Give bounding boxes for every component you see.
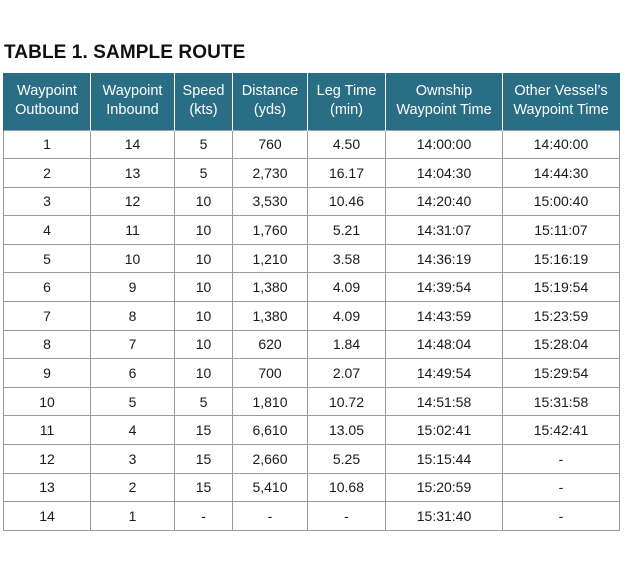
table-cell: 15: [175, 473, 233, 502]
table-cell: 15:28:04: [503, 330, 620, 359]
table-cell: 1,380: [233, 273, 308, 302]
table-cell: 13: [91, 159, 175, 188]
column-header-ownship-waypoint-time: [386, 73, 503, 130]
table-cell: 14:04:30: [386, 159, 503, 188]
table-cell: 10: [175, 359, 233, 388]
column-header-other-vessel-waypoint-time: [503, 73, 620, 130]
table-cell: 10: [91, 244, 175, 273]
table-cell: 10: [175, 244, 233, 273]
header-line: Waypoint Time: [396, 102, 492, 119]
table-cell: 7: [91, 330, 175, 359]
table-cell: 12: [91, 187, 175, 216]
header-line: Waypoint: [102, 83, 163, 100]
table-cell: 700: [233, 359, 308, 388]
table-cell: 8: [91, 302, 175, 331]
table-cell: 4: [4, 216, 91, 245]
table-cell: 14:40:00: [503, 130, 620, 159]
table-cell: 5.25: [308, 445, 386, 474]
table-cell: 11: [4, 416, 91, 445]
table-row: [4, 187, 620, 216]
table-cell: 15:29:54: [503, 359, 620, 388]
table-cell: 14:43:59: [386, 302, 503, 331]
table-cell: 1: [4, 130, 91, 159]
column-header-waypoint-inbound: [91, 73, 175, 130]
table-cell: 12: [4, 445, 91, 474]
table-cell: -: [503, 445, 620, 474]
table-cell: 15:42:41: [503, 416, 620, 445]
table-cell: 15:11:07: [503, 216, 620, 245]
table-cell: 9: [4, 359, 91, 388]
table-cell: 3.58: [308, 244, 386, 273]
table-cell: 1.84: [308, 330, 386, 359]
header-line: Leg Time: [316, 83, 377, 100]
table-cell: 14: [91, 130, 175, 159]
table-cell: 7: [4, 302, 91, 331]
header-line: Outbound: [15, 102, 79, 119]
table-cell: 15:20:59: [386, 473, 503, 502]
table-cell: 1,210: [233, 244, 308, 273]
table-cell: 760: [233, 130, 308, 159]
header-line: Ownship: [415, 83, 473, 100]
table-header: [4, 73, 620, 130]
table-cell: 15:15:44: [386, 445, 503, 474]
table-cell: 1,810: [233, 387, 308, 416]
table-cell: 6: [4, 273, 91, 302]
header-line: Inbound: [106, 102, 159, 119]
table-cell: 10: [175, 302, 233, 331]
header-line: (kts): [189, 102, 218, 119]
table-cell: 10: [4, 387, 91, 416]
table-cell: 4.09: [308, 302, 386, 331]
table-row: [4, 502, 620, 531]
table-cell: 6: [91, 359, 175, 388]
table-cell: 3: [91, 445, 175, 474]
table-cell: 14:31:07: [386, 216, 503, 245]
table-cell: 620: [233, 330, 308, 359]
table-cell: 10.68: [308, 473, 386, 502]
table-cell: 15:23:59: [503, 302, 620, 331]
header-line: Other Vessel’s: [514, 83, 608, 100]
table-cell: 2,730: [233, 159, 308, 188]
table-cell: 11: [91, 216, 175, 245]
table-cell: 14:49:54: [386, 359, 503, 388]
table-cell: 15:02:41: [386, 416, 503, 445]
column-header-leg-time: [308, 73, 386, 130]
table-cell: 8: [4, 330, 91, 359]
table-cell: 15:16:19: [503, 244, 620, 273]
table-cell: 14:48:04: [386, 330, 503, 359]
table-cell: 6,610: [233, 416, 308, 445]
table-cell: 1: [91, 502, 175, 531]
table-cell: 4.09: [308, 273, 386, 302]
table-cell: 5,410: [233, 473, 308, 502]
table-cell: 2: [4, 159, 91, 188]
table-row: [4, 473, 620, 502]
table-cell: 10: [175, 187, 233, 216]
table-cell: 13: [4, 473, 91, 502]
table-cell: 4.50: [308, 130, 386, 159]
column-header-waypoint-outbound: [4, 73, 91, 130]
table-cell: -: [233, 502, 308, 531]
table-cell: 9: [91, 273, 175, 302]
table-cell: 2,660: [233, 445, 308, 474]
header-line: Speed: [182, 83, 225, 100]
table-cell: 5: [175, 130, 233, 159]
table-row: [4, 387, 620, 416]
table-title: TABLE 1. SAMPLE ROUTE: [4, 42, 246, 63]
table-cell: 1,380: [233, 302, 308, 331]
table-cell: 1,760: [233, 216, 308, 245]
table-cell: -: [503, 473, 620, 502]
table-row: [4, 159, 620, 188]
header-row: [4, 73, 620, 130]
table-cell: 4: [91, 416, 175, 445]
table-cell: 3,530: [233, 187, 308, 216]
table-row: [4, 273, 620, 302]
table-cell: 15:31:58: [503, 387, 620, 416]
table-cell: 14:51:58: [386, 387, 503, 416]
table-cell: 10.46: [308, 187, 386, 216]
table-cell: 5: [175, 387, 233, 416]
header-line: Waypoint: [17, 83, 77, 100]
header-line: (min): [329, 102, 364, 119]
table-cell: 15: [175, 416, 233, 445]
table-cell: 16.17: [308, 159, 386, 188]
table-body: [4, 130, 620, 530]
table-row: [4, 244, 620, 273]
sample-route-table: [3, 73, 620, 531]
table-row: [4, 330, 620, 359]
table-cell: 3: [4, 187, 91, 216]
table-cell: -: [308, 502, 386, 531]
table-cell: 14:20:40: [386, 187, 503, 216]
table-cell: 15:19:54: [503, 273, 620, 302]
table-cell: 14:36:19: [386, 244, 503, 273]
header-line: Waypoint Time: [513, 102, 609, 119]
table-cell: 15: [175, 445, 233, 474]
column-header-distance: [233, 73, 308, 130]
table-cell: 2: [91, 473, 175, 502]
table-row: [4, 445, 620, 474]
table-cell: -: [503, 502, 620, 531]
header-line: Distance: [241, 83, 299, 100]
table-cell: 5: [4, 244, 91, 273]
column-header-speed: [175, 73, 233, 130]
table-row: [4, 130, 620, 159]
table-cell: 5.21: [308, 216, 386, 245]
table-cell: -: [175, 502, 233, 531]
table-cell: 14:44:30: [503, 159, 620, 188]
table-cell: 10.72: [308, 387, 386, 416]
table-cell: 5: [175, 159, 233, 188]
table-cell: 13.05: [308, 416, 386, 445]
table-cell: 15:00:40: [503, 187, 620, 216]
table-row: [4, 359, 620, 388]
table-cell: 14:00:00: [386, 130, 503, 159]
table-cell: 2.07: [308, 359, 386, 388]
table-row: [4, 216, 620, 245]
table-cell: 10: [175, 273, 233, 302]
table-cell: 10: [175, 330, 233, 359]
table-cell: 14:39:54: [386, 273, 503, 302]
table-cell: 5: [91, 387, 175, 416]
header-line: (yds): [253, 102, 287, 119]
table-row: [4, 416, 620, 445]
table-cell: 15:31:40: [386, 502, 503, 531]
table-cell: 10: [175, 216, 233, 245]
table-row: [4, 302, 620, 331]
table-cell: 14: [4, 502, 91, 531]
